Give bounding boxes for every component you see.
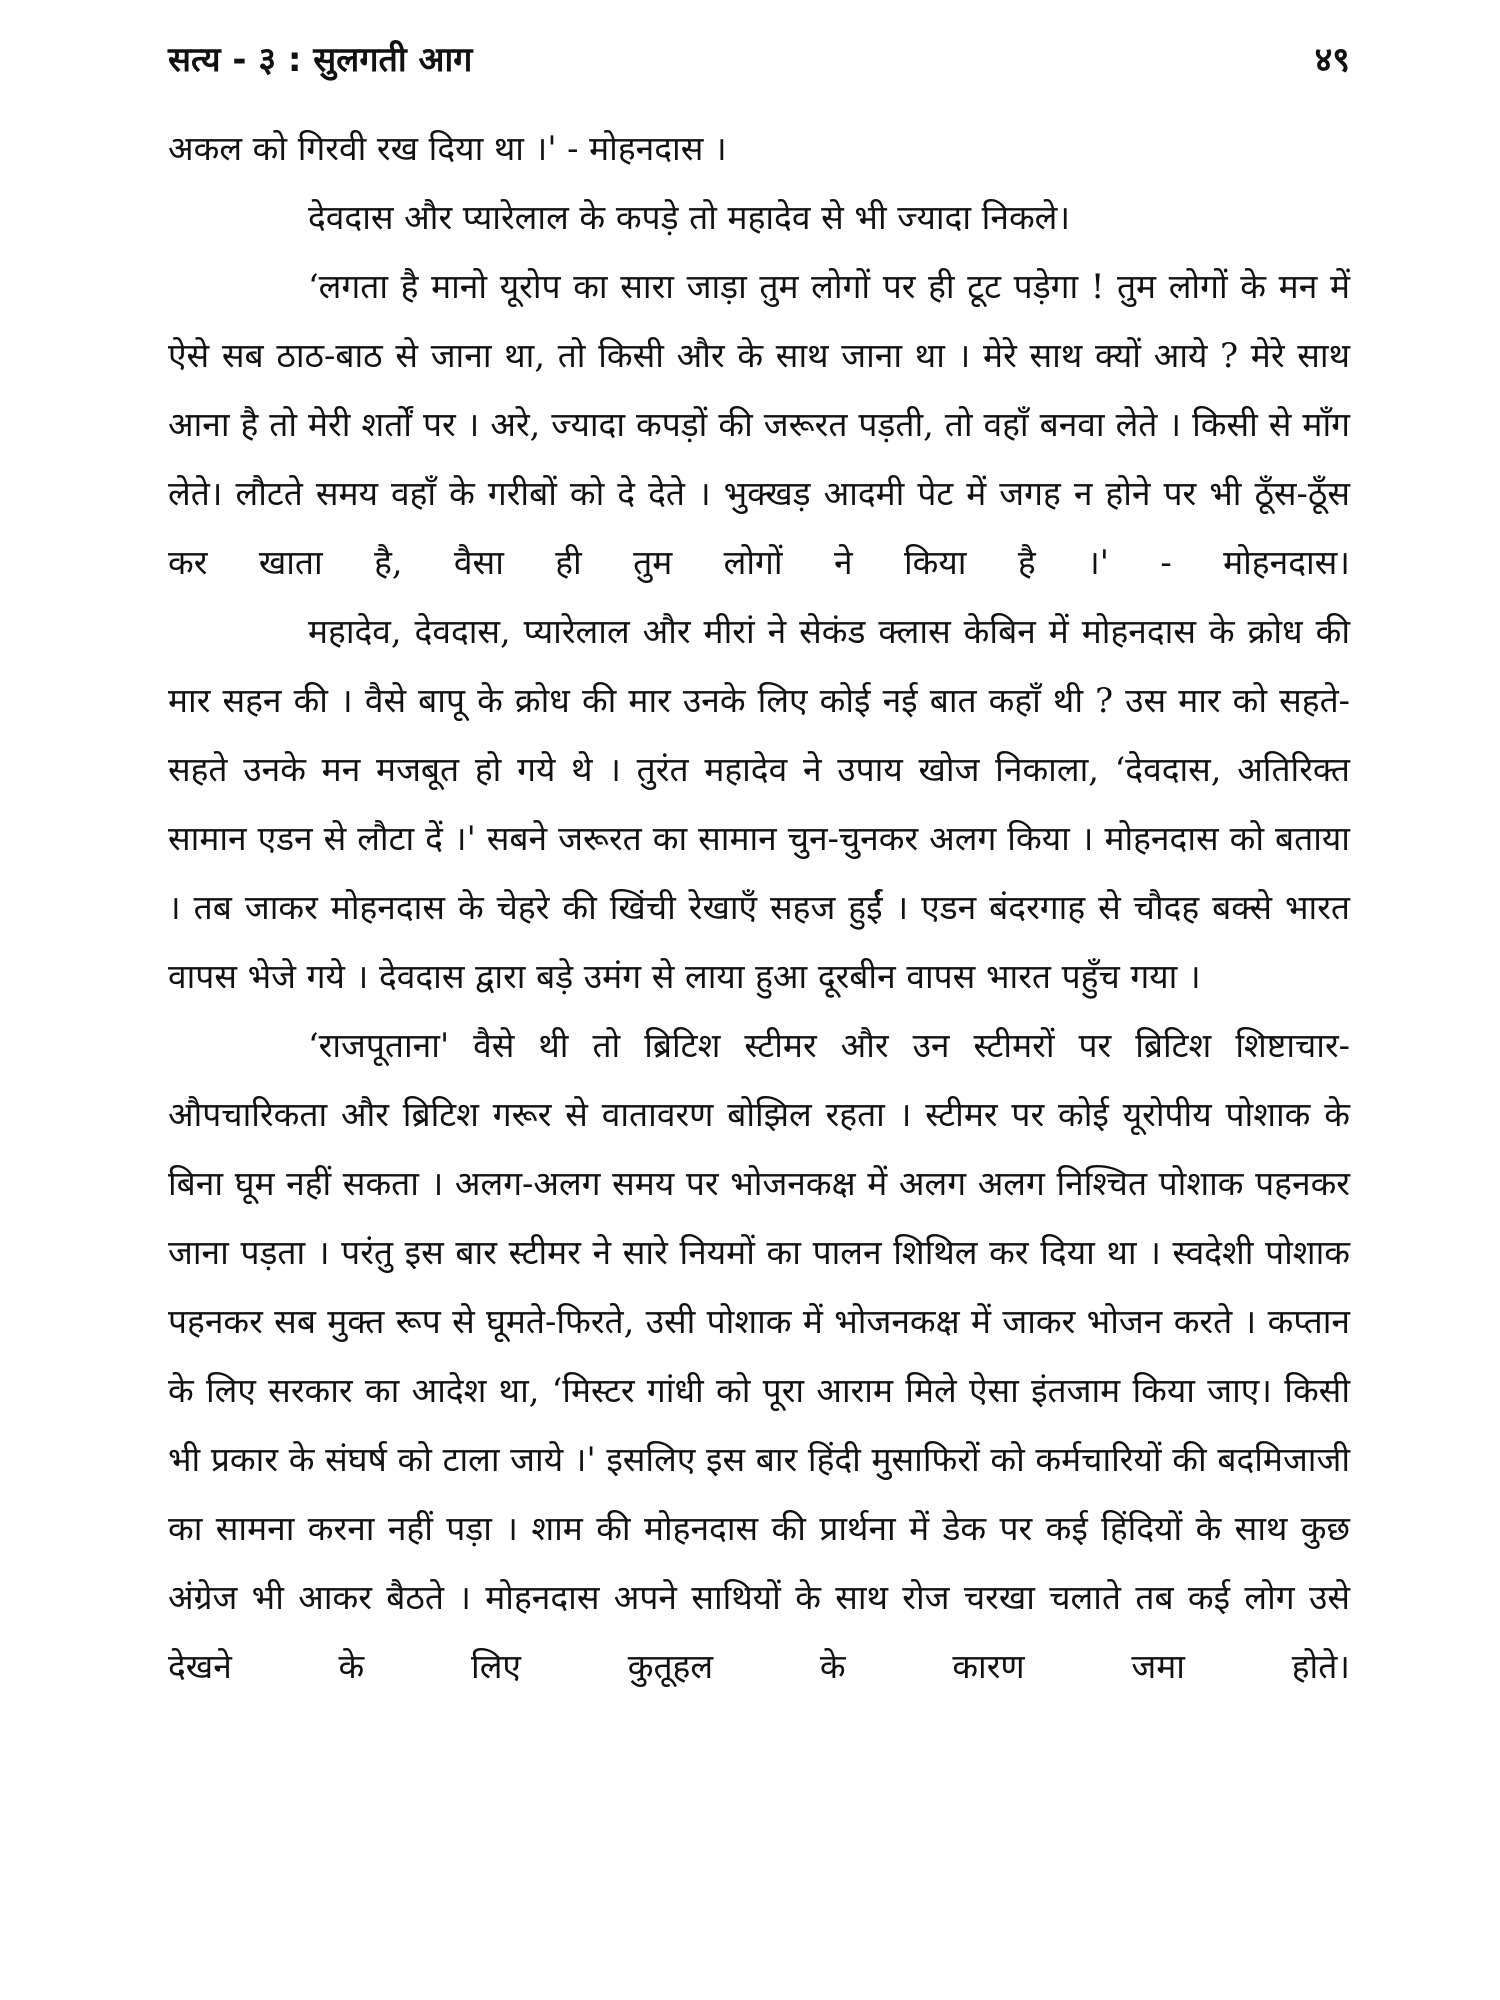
- paragraph: ‘राजपूताना' वैसे थी तो ब्रिटिश स्टीमर और उन स्टीमरों पर ब्रिटिश शिष्टाचार-औपचारिकता और ब्रिटिश गरूर से वातावरण बोझिल रहता । स्टीमर पर कोई यूरोपीय पोशाक के बिना घूम नहीं सकता । अलग-अलग समय पर भोजनकक्ष में अलग अलग निश्चित पोशाक पहनकर जाना पड़ता । परंतु इस बार स्टीमर ने सारे नियमों का पालन शिथिल कर दिया था । स्वदेशी पोशाक पहनकर सब मुक्त रूप से घूमते-फिरते, उसी पोशाक में भोजनकक्ष में जाकर भोजन करते । कप्तान के लिए सरकार का आदेश था, ‘मिस्टर गांधी को पूरा आराम मिले ऐसा इंतजाम किया जाए। किसी भी प्रकार के संघर्ष को टाला जाये ।' इसलिए इस बार हिंदी मुसाफिरों को कर्मचारियों की बदमिजाजी का सामना करना नहीं पड़ा । शाम की मोहनदास की प्रार्थना में डेक पर कई हिंदियों के साथ कुछ अंग्रेज भी आकर बैठते । मोहनदास अपने साथियों के साथ रोज चरखा चलाते तब कई लोग उसे देखने के लिए कुतूहल के कारण जमा होते।: [168, 1026, 1351, 1686]
- paragraph-continuation: अकल को गिरवी रख दिया था ।' - मोहनदास ।: [168, 129, 727, 168]
- paragraph: देवदास और प्यारेलाल के कपड़े तो महादेव से भी ज्यादा निकले।: [308, 198, 1071, 237]
- page-number: ४९: [1314, 40, 1350, 80]
- chapter-title: सत्य - ३ : सुलगती आग: [168, 40, 473, 80]
- paragraph: ‘लगता है मानो यूरोप का सारा जाड़ा तुम लोगों पर ही टूट पड़ेगा ! तुम लोगों के मन में ऐसे सब ठाठ-बाठ से जाना था, तो किसी और के साथ जाना था । मेरे साथ क्यों आये ? मेरे साथ आना है तो मेरी शर्तों पर । अरे, ज्यादा कपड़ों की जरूरत पड़ती, तो वहाँ बनवा लेते । किसी से माँग लेते। लौटते समय वहाँ के गरीबों को दे देते । भुक्खड़ आदमी पेट में जगह न होने पर भी ठूँस-ठूँस कर खाता है, वैसा ही तुम लोगों ने किया है ।' - मोहनदास।: [168, 267, 1350, 582]
- paragraph: महादेव, देवदास, प्यारेलाल और मीरां ने सेकंड क्लास केबिन में मोहनदास के क्रोध की मार सहन की । वैसे बापू के क्रोध की मार उनके लिए कोई नई बात कहाँ थी ? उस मार को सहते-सहते उनके मन मजबूत हो गये थे । तुरंत महादेव ने उपाय खोज निकाला, ‘देवदास, अतिरिक्त सामान एडन से लौटा दें ।' सबने जरूरत का सामान चुन-चुनकर अलग किया । मोहनदास को बताया । तब जाकर मोहनदास के चेहरे की खिंची रेखाएँ सहज हुईं । एडन बंदरगाह से चौदह बक्से भारत वापस भेजे गये । देवदास द्वारा बड़े उमंग से लाया हुआ दूरबीन वापस भारत पहुँच गया ।: [168, 612, 1350, 996]
- running-header: [168, 36, 1350, 84]
- body-text: [168, 114, 1350, 1701]
